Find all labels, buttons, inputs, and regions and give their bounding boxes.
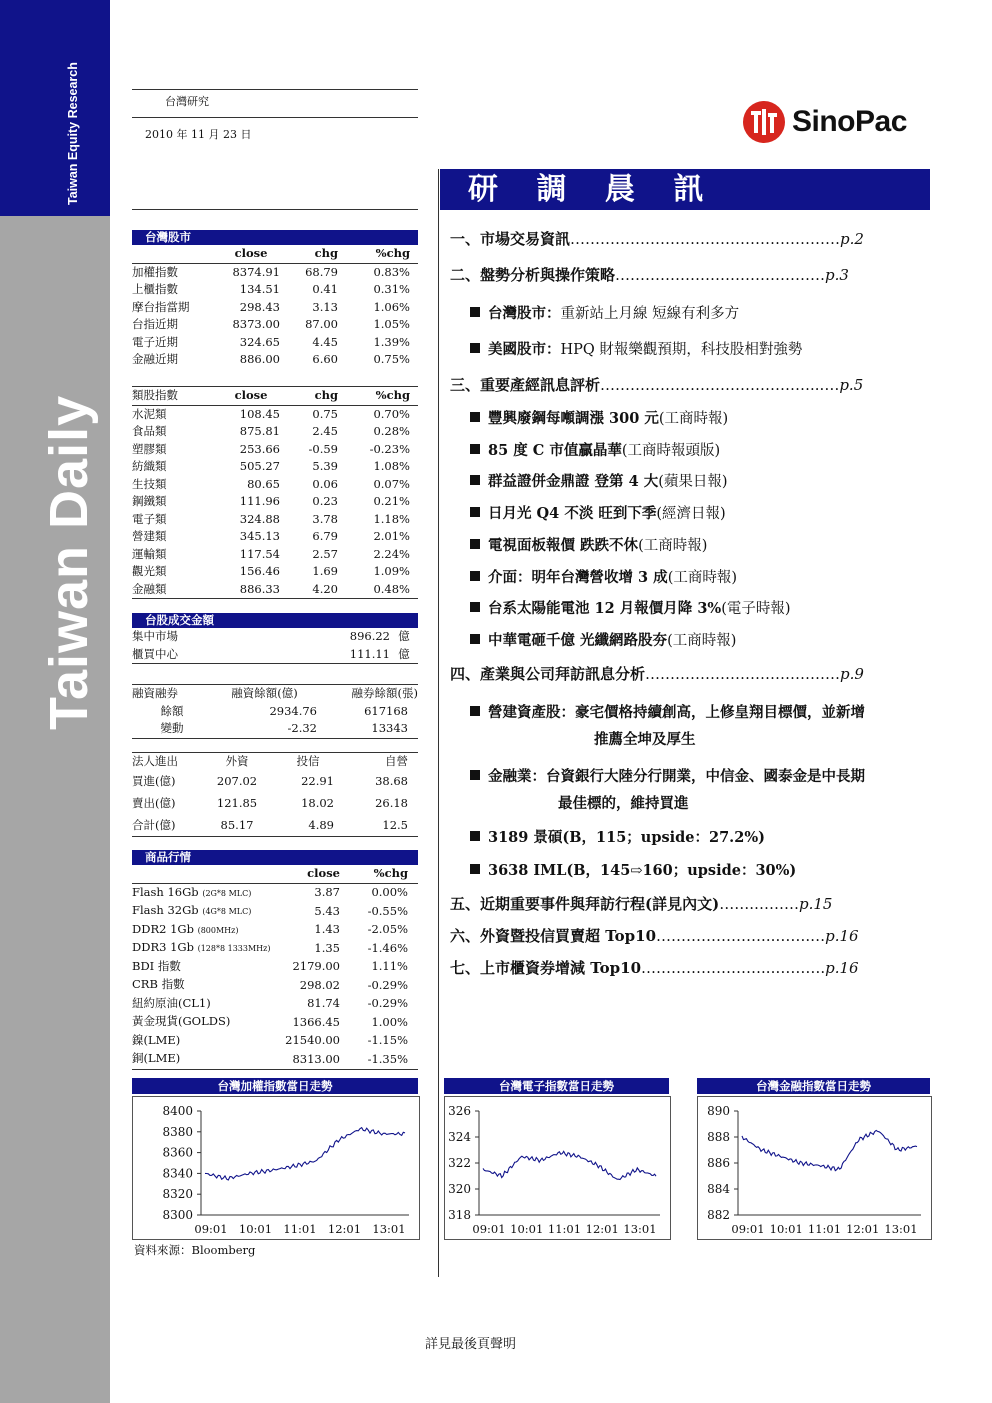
cell-close: 81.74 [307,996,340,1010]
inst-col-2: 投信 [272,753,344,771]
cell-close: 875.81 [239,424,280,438]
table-row [132,646,418,664]
cell-b: 18.02 [301,795,334,810]
table-row [132,263,418,281]
margin-section [132,684,418,739]
cell-b: 4.89 [272,815,344,837]
cell-pct: 1.09% [373,564,410,578]
toc-bullet-news[interactable]: 豐興廢鋼每噸調漲 300 元(工商時報) [470,407,728,428]
cell-a: -2.32 [212,720,317,738]
row-name: 電子類 [132,511,167,526]
row-name [132,921,282,940]
cell-b: 617168 [364,703,408,718]
dept-label: 台灣研究 [165,95,209,108]
cell-close: 80.65 [247,476,280,491]
toc-bullet-news[interactable]: 台系太陽能電池 12 月報價月降 3%(電子時報) [470,597,791,618]
table-row [132,493,418,511]
row-name: 加權指數 [132,264,178,279]
table-row [132,921,418,940]
col-close: close [222,245,280,263]
chart-taiex [132,1096,420,1240]
table-row [132,703,418,721]
row-name [132,939,282,958]
chart-taiex-title: 台灣加權指數當日走勢 [132,1078,418,1094]
chart-elec-title: 台灣電子指數當日走勢 [444,1078,669,1094]
toc-bullet-construction-cont: 推薦全坤及厚生 [594,731,696,748]
row-name: 塑膠類 [132,441,167,456]
row-name [132,1013,282,1032]
table-row [132,883,418,902]
y-tick-label: 888 [707,1130,730,1144]
cell-close: 886.33 [222,581,280,599]
chart-fin-title: 台灣金融指數當日走勢 [697,1078,930,1094]
table-row [132,351,418,369]
table-row [132,815,418,837]
table-row [132,281,418,299]
cell-chg: 0.06 [312,476,338,491]
toc-bullet-finance-cont: 最佳標的，維持買進 [558,795,689,812]
table-row [132,511,418,529]
table-row [132,995,418,1014]
cell-chg: 6.79 [312,529,338,543]
y-tick-label: 8320 [162,1187,193,1202]
x-tick-label: 12:01 [585,1222,619,1236]
header-rule-bottom [132,209,418,210]
commodity-name: DDR2 1Gb [132,921,194,936]
x-tick-label: 11:01 [547,1222,582,1236]
cell-pct: 1.00% [371,1014,408,1029]
cell-close: 108.45 [239,406,280,421]
col-close: close [282,865,340,883]
commodity-name: 紐約原油(CL1) [132,995,211,1010]
table-row [132,528,418,546]
x-tick-label: 12:01 [327,1222,362,1236]
margin-col-1: 融資餘額(億) [212,685,317,703]
col-close: close [222,387,280,406]
row-name: 紡織類 [132,459,167,473]
cell-c: 26.18 [375,795,408,810]
col-pct: %chg [340,865,418,883]
chart-fin [697,1096,932,1240]
row-name [132,883,282,902]
sector-table [132,386,418,599]
commodity-title: 商品行情 [132,850,418,865]
row-name: 生技類 [132,476,167,491]
series-line [483,1151,656,1179]
table-row [132,958,418,977]
row-name: 摩台指當期 [132,299,190,314]
toc-bullet-news[interactable]: 日月光 Q4 不淡 旺到下季(經濟日報) [470,502,726,523]
disclaimer-note: 詳見最後頁聲明 [425,1337,517,1352]
row-name: 櫃買中心 [132,646,282,664]
chart-elec-svg [445,1097,670,1239]
y-tick-label: 8300 [162,1208,193,1222]
report-date: 2010 年 11 月 23 日 [145,128,252,141]
cell-pct: 0.21% [373,494,410,508]
cell-pct: 1.05% [373,317,410,331]
row-name: 金融類 [132,581,222,599]
toc-bullet-news[interactable]: 中華電砸千億 光纖網路股夯(工商時報) [470,629,736,650]
cell-pct: 0.83% [373,264,410,279]
table-row [132,316,418,334]
daily-label: Taiwan Daily [39,394,99,730]
turnover-title: 台股成交金額 [132,613,418,628]
x-tick-label: 09:01 [472,1222,506,1236]
cell-chg: 6.60 [312,352,338,366]
x-tick-label: 13:01 [372,1222,406,1236]
sidebar-header-block [0,0,110,216]
toc-item-1[interactable]: 一、市場交易資訊………………………………………………p.2 [450,230,864,248]
market-section [132,230,418,369]
cell-pct: 1.08% [373,459,410,473]
cell-chg: 0.75 [312,406,338,421]
table-row [132,334,418,352]
col-chg: chg [280,245,338,263]
cell-pct: -0.29% [367,977,408,992]
cell-pct: 0.00% [371,885,408,899]
sector-head: 類股指數 [132,387,222,406]
cell-chg: 0.23 [312,494,338,508]
table-row [132,299,418,317]
cell-pct: -0.55% [367,903,408,918]
series-line [742,1130,917,1170]
cell-close: 5.43 [314,903,340,918]
cell-close: 324.65 [239,334,280,349]
toc-item-7[interactable]: 七、上市櫃資券增減 Top10……………………...……….p.16 [450,959,859,977]
cell-pct: 2.24% [373,546,410,561]
commodity-name: 黃金現貨(GOLDS) [132,1014,231,1028]
toc-bullet-us-market[interactable]: 美國股市：HPQ 財報樂觀預期，科技股相對強勢 [470,338,802,359]
cell-pct: 1.39% [373,334,410,349]
sector-header-row [132,387,418,406]
row-name: 合計(億) [132,815,202,837]
x-tick-label: 10:01 [238,1222,273,1236]
row-name: 台指近期 [132,317,178,331]
y-tick-label: 886 [707,1156,730,1170]
y-tick-label: 318 [448,1208,471,1222]
table-row [132,1013,418,1032]
inst-col-1: 外資 [202,753,272,771]
toc-bullet-news[interactable]: 群益證併金鼎證 登第 4 大(蘋果日報) [470,470,728,491]
chart-taiex-svg [133,1097,419,1239]
y-tick-label: 326 [448,1104,471,1118]
sector-section [132,386,418,599]
data-source: 資料來源：Bloomberg [134,1243,256,1257]
row-name [132,976,282,995]
cell-pct: -0.23% [369,441,410,456]
x-tick-label: 11:01 [807,1222,842,1236]
cell-pct: 0.07% [373,476,410,491]
cell-close: 8313.00 [292,1051,340,1066]
x-tick-label: 13:01 [884,1222,918,1236]
table-row [132,1032,418,1051]
cell-value: 896.22 [349,629,390,643]
y-tick-label: 8400 [162,1104,193,1118]
margin-col-0: 融資融券 [132,685,212,703]
row-name: 買進(億) [132,773,176,788]
commodity-name: DDR3 1Gb [132,940,194,954]
y-tick-label: 324 [448,1130,471,1144]
cell-unit: 億 [390,646,418,664]
row-name: 金融近期 [132,352,178,366]
cell-c: 38.68 [375,773,408,788]
cell-b: 13343 [317,720,418,738]
cell-chg: 4.20 [280,581,338,599]
toc-item-6[interactable]: 六、外資暨投信買賣超 Top10…………………...…….…p.16 [450,927,859,945]
cell-close: 505.27 [239,459,280,473]
market-table [132,245,418,369]
turnover-section [132,613,418,664]
cell-pct: 1.11% [371,959,408,973]
table-row [132,581,418,599]
commodity-spec: (4G*8 MLC) [202,907,252,916]
toc-item-5[interactable]: 五、近期重要事件與拜訪行程(詳見內文)…….………p.15 [450,895,833,913]
y-tick-label: 8380 [162,1124,193,1139]
table-row [132,405,418,423]
cell-pct: 2.01% [373,529,410,543]
series-line [205,1128,405,1180]
cell-close: 345.13 [239,529,280,543]
commodity-header-row [132,865,418,883]
row-name: 營建類 [132,529,167,543]
cell-close: 1.35 [314,940,340,955]
toc-bullet-3189[interactable]: 3189 景碩(B，115；upside：27.2%) [470,826,765,847]
cell-close: 2179.00 [292,959,340,973]
cell-a: 121.85 [216,795,258,810]
cell-a: 2934.76 [269,703,317,718]
chart-elec [444,1096,671,1240]
table-row [132,1050,418,1069]
cell-close: 253.66 [239,441,280,456]
brand-name: SinoPac [792,105,907,138]
toc-item-3[interactable]: 三、重要產經訊息評析……………………………………...…p.5 [450,376,864,394]
toc-bullet-news[interactable]: 電視面板報價 跌跌不休(工商時報) [470,534,707,555]
cell-chg: 1.69 [312,564,338,578]
turnover-table [132,628,418,664]
row-name: 鋼鐵類 [132,494,167,508]
cell-close: 1.43 [314,922,340,936]
cell-chg: 2.57 [312,546,338,561]
y-tick-label: 322 [448,1156,471,1170]
sinopac-logo-icon [742,100,786,144]
row-name: 變動 [132,720,212,738]
cell-pct: -1.15% [367,1033,408,1047]
row-name [132,902,282,921]
commodity-spec: (2G*8 MLC) [202,888,252,898]
research-label: Taiwan Equity Research [66,62,80,205]
row-name: 運輸類 [132,546,167,561]
row-name: 觀光類 [132,564,167,578]
table-row [132,939,418,958]
cell-pct: 0.48% [338,581,418,599]
y-tick-label: 320 [448,1182,471,1196]
table-row [132,563,418,581]
cell-chg: 87.00 [305,317,338,331]
cell-close: 117.54 [239,546,280,561]
row-name: 電子近期 [132,334,178,349]
table-row [132,458,418,476]
cell-chg: 2.45 [312,424,338,438]
cell-close: 111.96 [239,494,280,508]
cell-close: 886.00 [239,352,280,366]
cell-close: 8373.00 [232,317,280,331]
commodity-name: 鎳(LME) [132,1032,181,1047]
row-name [132,995,282,1014]
cell-close: 134.51 [239,282,280,296]
commodity-name: Flash 32Gb [132,903,199,917]
row-name: 上櫃指數 [132,282,178,296]
cell-c: 12.5 [344,815,418,837]
cell-close: 3.87 [314,885,340,899]
commodity-section [132,850,418,1070]
row-name [132,958,282,977]
report-title: 研 調 晨 訊 [440,169,930,210]
cell-pct: 0.70% [373,406,410,421]
y-tick-label: 8360 [162,1145,193,1160]
institutional-header-row [132,753,418,771]
x-tick-label: 12:01 [846,1222,880,1236]
margin-header-row [132,685,418,703]
y-tick-label: 8340 [162,1166,193,1181]
row-name: 賣出(億) [132,795,176,810]
inst-col-0: 法人進出 [132,753,202,771]
cell-a: 207.02 [216,773,258,788]
cell-chg: 5.39 [312,459,338,473]
institutional-table [132,752,418,837]
row-name [132,1050,282,1069]
cell-unit: 億 [398,629,410,643]
commodity-spec: (128*8 1333MHz) [197,944,271,953]
commodity-table [132,865,418,1069]
toc-bullet-news[interactable]: 85 度 C 市值贏晶華(工商時報頭版) [470,439,720,460]
cell-close: 324.88 [239,511,280,526]
commodity-name: CRB 指數 [132,977,185,991]
row-name: 水泥類 [132,406,167,421]
row-name [132,1032,282,1051]
header-rule-mid [132,117,418,118]
cell-pct: -2.05% [367,922,408,936]
commodity-name: 銅(LME) [132,1051,181,1065]
toc-item-4[interactable]: 四、產業與公司拜訪訊息分析…………………………………p.9 [450,665,864,683]
toc-bullet-finance[interactable]: 金融業：台資銀行大陸分行開業，中信金、國泰金是中長期 [470,765,865,786]
cell-chg: 0.41 [312,282,338,296]
toc-bullet-news[interactable]: 介面：明年台灣營收增 3 成(工商時報) [470,566,737,587]
cell-close: 21540.00 [285,1033,340,1047]
commodity-name: BDI 指數 [132,958,181,973]
cell-close: 1366.45 [292,1014,340,1029]
cell-close: 156.46 [239,564,280,578]
cell-close: 298.43 [239,299,280,314]
market-title: 台灣股市 [132,230,418,245]
cell-pct: 0.28% [373,424,410,438]
row-name: 集中市場 [132,629,178,643]
col-chg: chg [280,387,338,406]
commodity-spec: (800MHz) [197,925,239,935]
x-tick-label: 10:01 [510,1222,544,1236]
x-tick-label: 09:01 [731,1222,765,1236]
cell-value: 111.11 [282,646,390,664]
table-row [132,628,418,646]
toc-bullet-3638[interactable]: 3638 IML(B，145⇨160；upside：30%) [470,859,796,880]
toc-item-2[interactable]: 二、盤勢分析與操作策略……………………………………p.3 [450,266,849,284]
table-row [132,976,418,995]
cell-pct: -1.46% [367,940,408,955]
table-row [132,771,418,793]
toc-bullet-tw-market[interactable]: 台灣股市：重新站上月線 短線有利多方 [470,302,739,323]
x-tick-label: 09:01 [194,1222,228,1236]
x-tick-label: 13:01 [623,1222,657,1236]
col-pct: %chg [338,245,418,263]
cell-b: 22.91 [301,773,334,788]
table-row [132,441,418,459]
table-row [132,720,418,738]
table-row [132,423,418,441]
cell-chg: 68.79 [305,264,338,279]
market-header-row [132,245,418,263]
margin-table [132,684,418,739]
column-divider [438,169,439,1277]
cell-pct: 0.75% [373,352,410,366]
table-row [132,476,418,494]
cell-pct: -0.29% [367,996,408,1010]
cell-chg: 3.78 [312,511,338,526]
table-row [132,793,418,815]
cell-pct: 0.31% [373,282,410,296]
cell-pct: 1.06% [373,299,410,314]
table-row [132,546,418,564]
cell-close: 8374.91 [232,264,280,279]
x-tick-label: 11:01 [283,1222,317,1236]
cell-pct: -1.35% [367,1051,408,1066]
cell-chg: -0.59 [308,441,338,456]
col-pct: %chg [338,387,418,406]
y-tick-label: 882 [707,1208,730,1222]
cell-a: 85.17 [202,815,272,837]
cell-chg: 4.45 [312,334,338,349]
row-name: 餘額 [160,703,184,718]
y-tick-label: 884 [707,1182,730,1196]
header-rule-top [132,89,418,90]
cell-close: 298.02 [299,977,340,992]
cell-pct: 1.18% [373,511,410,526]
y-tick-label: 890 [707,1104,730,1118]
brand-logo [742,100,907,144]
toc-bullet-construction[interactable]: 營建資產股：豪宅價格持續創高，上修皇翔目標價，並新增 [470,701,865,722]
x-tick-label: 10:01 [769,1222,803,1236]
cell-chg: 3.13 [312,299,338,314]
commodity-name: Flash 16Gb [132,884,199,899]
table-row [132,902,418,921]
chart-fin-svg [698,1097,931,1239]
institutional-section [132,752,418,837]
inst-col-3: 自營 [344,753,418,771]
row-name: 食品類 [132,424,167,438]
margin-col-2: 融券餘額(張) [317,685,418,703]
